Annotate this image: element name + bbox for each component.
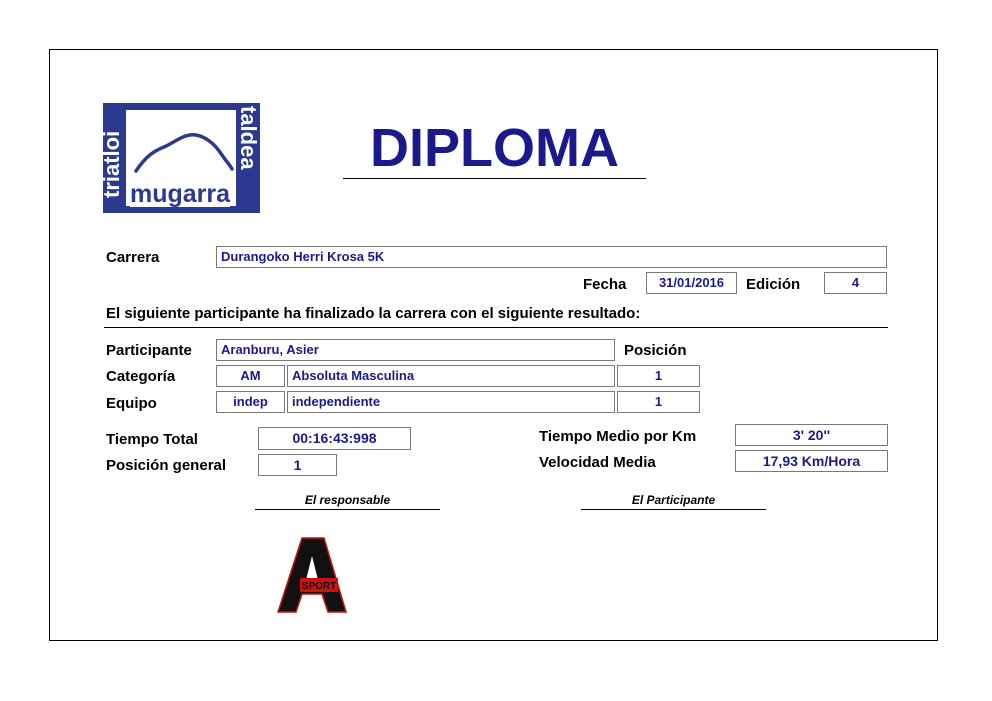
total-time-label: Tiempo Total	[106, 431, 198, 448]
mountain-icon	[126, 121, 236, 181]
category-position: 1	[617, 365, 700, 387]
avg-time-per-km-value: 3' 20''	[735, 424, 888, 446]
overall-position-label: Posición general	[106, 457, 227, 474]
participant-label: Participante	[106, 342, 192, 359]
category-label: Categoría	[106, 368, 176, 385]
responsible-signature-line	[255, 509, 440, 510]
total-time-value: 00:16:43:998	[258, 427, 411, 450]
team-label: Equipo	[106, 395, 157, 412]
title-underline	[343, 178, 646, 179]
avg-speed-label: Velocidad Media	[539, 454, 656, 471]
triatloi-mugarra-logo	[99, 103, 261, 213]
position-header: Posición	[624, 342, 687, 359]
participant-signature-label: El Participante	[631, 493, 716, 507]
race-label: Carrera	[106, 249, 160, 266]
logo-right-text: taldea	[236, 106, 261, 170]
edition-value: 4	[824, 272, 887, 294]
category-code: AM	[216, 365, 285, 387]
responsible-signature-label: El responsable	[304, 493, 391, 507]
logo-left-text: triatloi	[99, 130, 124, 198]
team-position: 1	[617, 391, 700, 413]
race-value: Durangoko Herri Krosa 5K	[216, 246, 887, 268]
date-label: Fecha	[583, 276, 627, 293]
edition-label: Edición	[746, 276, 801, 293]
diploma-title: DIPLOMA	[370, 118, 619, 178]
avg-speed-value: 17,93 Km/Hora	[735, 450, 888, 472]
statement-divider	[104, 327, 888, 328]
participant-value: Aranburu, Asier	[216, 339, 615, 361]
team-code: indep	[216, 391, 285, 413]
participant-signature-line	[581, 509, 766, 510]
result-statement: El siguiente participante ha finalizado la carrera con el siguiente resultado:	[106, 305, 641, 322]
logo-bottom-text: mugarra	[130, 180, 231, 208]
overall-position-value: 1	[258, 454, 337, 476]
team-name: independiente	[287, 391, 615, 413]
sport-text: SPORT	[301, 581, 337, 592]
a-sport-logo	[258, 530, 366, 620]
avg-time-per-km-label: Tiempo Medio por Km	[539, 428, 697, 445]
date-value: 31/01/2016	[646, 272, 737, 294]
category-name: Absoluta Masculina	[287, 365, 615, 387]
